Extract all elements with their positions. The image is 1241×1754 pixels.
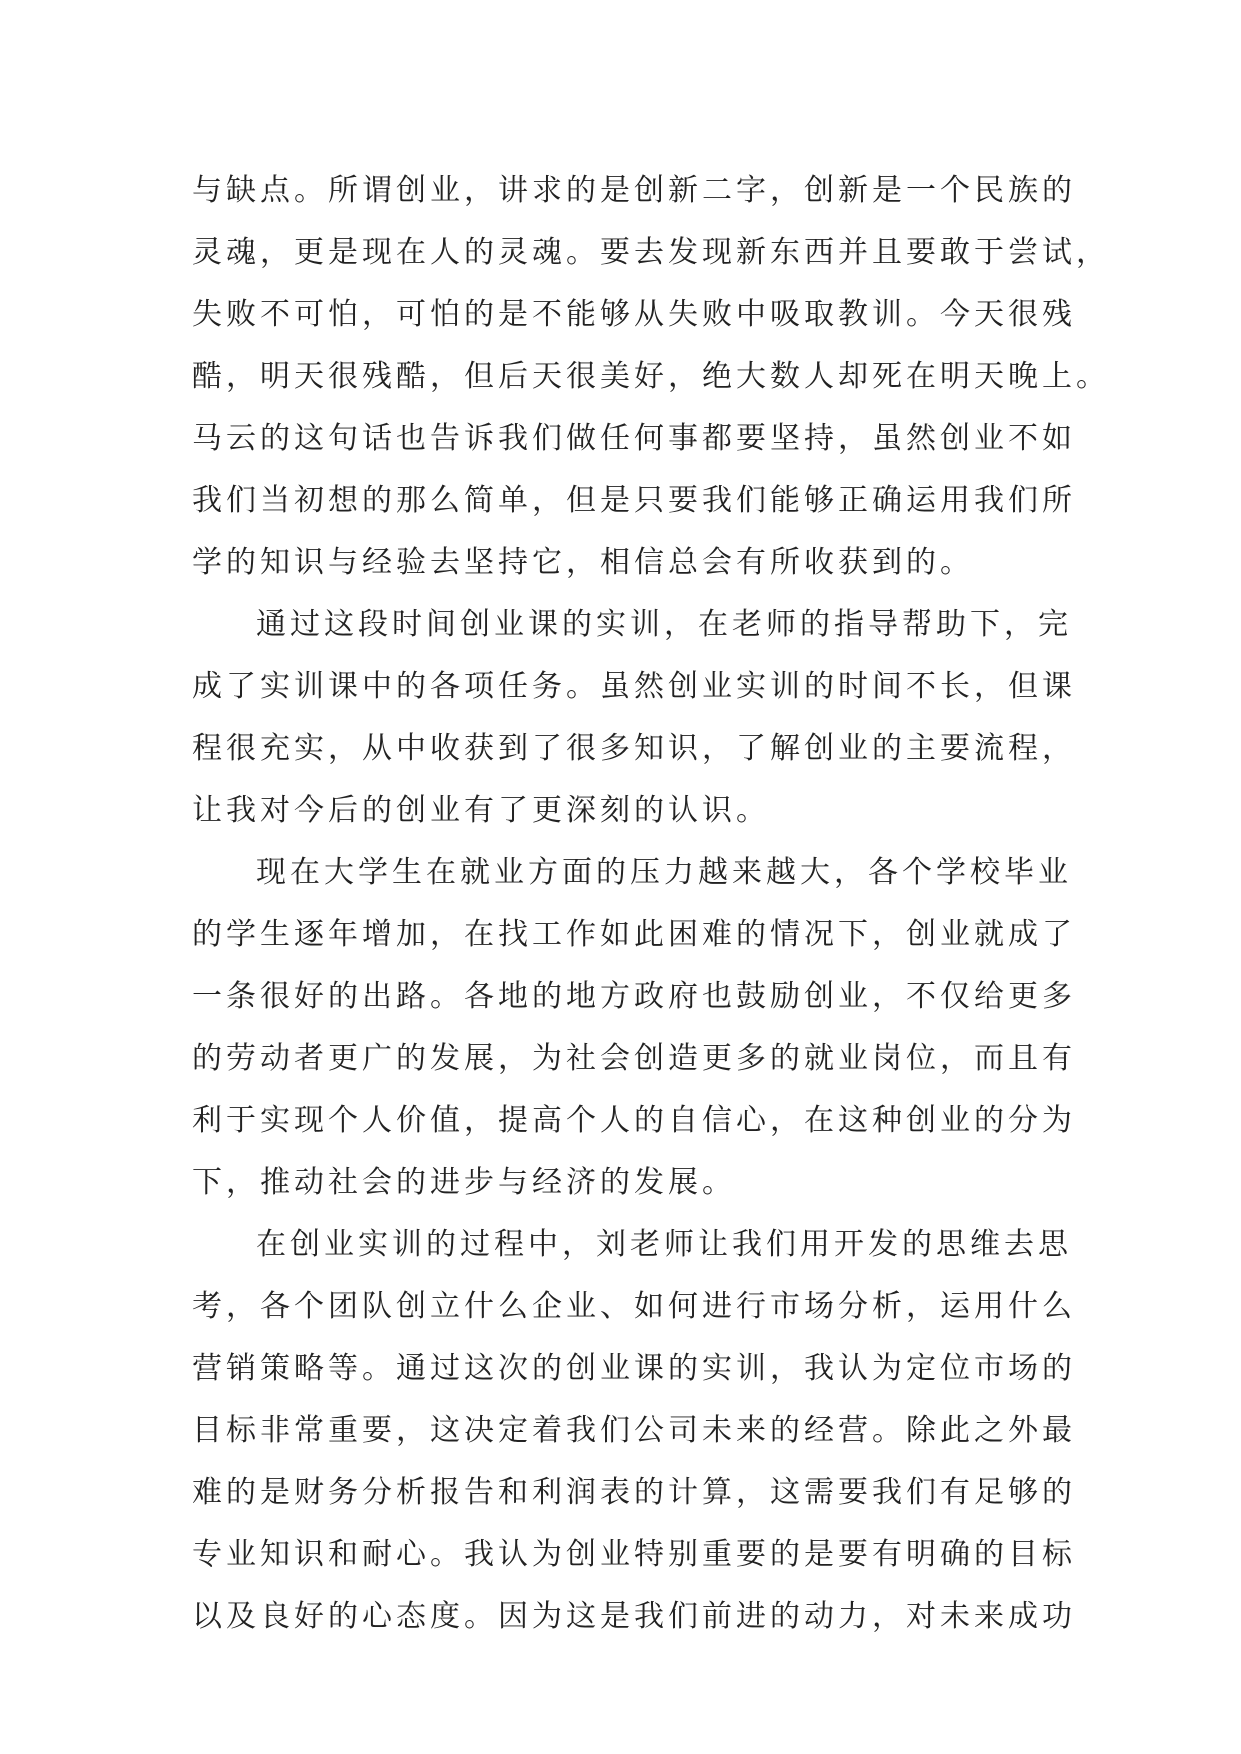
text-line: 的学生逐年增加，在找工作如此困难的情况下，创业就成了 (192, 917, 1076, 952)
text-line: 的劳动者更广的发展，为社会创造更多的就业岗位，而且有 (192, 1041, 1076, 1076)
text-line: 程很充实，从中收获到了很多知识，了解创业的主要流程， (192, 731, 1076, 766)
text-line: 酷，明天很残酷，但后天很美好，绝大数人却死在明天晚上。 (192, 359, 1110, 394)
text-line: 一条很好的出路。各地的地方政府也鼓励创业，不仅给更多 (192, 979, 1076, 1014)
text-line: 让我对今后的创业有了更深刻的认识。 (192, 793, 770, 828)
text-line: 灵魂，更是现在人的灵魂。要去发现新东西并且要敢于尝试， (192, 235, 1110, 270)
text-line: 失败不可怕，可怕的是不能够从失败中吸取教训。今天很残 (192, 297, 1076, 332)
text-line: 难的是财务分析报告和利润表的计算，这需要我们有足够的 (192, 1475, 1076, 1510)
text-line: 马云的这句话也告诉我们做任何事都要坚持，虽然创业不如 (192, 421, 1076, 456)
text-line: 专业知识和耐心。我认为创业特别重要的是要有明确的目标 (192, 1537, 1076, 1572)
paragraph-start-line: 在创业实训的过程中，刘老师让我们用开发的思维去思 (256, 1227, 1072, 1262)
text-line: 目标非常重要，这决定着我们公司未来的经营。除此之外最 (192, 1413, 1076, 1448)
text-line: 利于实现个人价值，提高个人的自信心，在这种创业的分为 (192, 1103, 1076, 1138)
text-line: 成了实训课中的各项任务。虽然创业实训的时间不长，但课 (192, 669, 1076, 704)
text-line: 我们当初想的那么简单，但是只要我们能够正确运用我们所 (192, 483, 1076, 518)
body-text (192, 160, 1110, 1648)
text-line: 考，各个团队创立什么企业、如何进行市场分析，运用什么 (192, 1289, 1076, 1324)
text-line: 学的知识与经验去坚持它，相信总会有所收获到的。 (192, 545, 974, 580)
paragraph-start-line: 现在大学生在就业方面的压力越来越大，各个学校毕业 (256, 855, 1072, 890)
text-line: 营销策略等。通过这次的创业课的实训，我认为定位市场的 (192, 1351, 1076, 1386)
text-line: 以及良好的心态度。因为这是我们前进的动力，对未来成功 (192, 1599, 1076, 1634)
paragraph-start-line: 通过这段时间创业课的实训，在老师的指导帮助下，完 (256, 607, 1072, 642)
text-line: 下，推动社会的进步与经济的发展。 (192, 1165, 736, 1200)
text-line: 与缺点。所谓创业，讲求的是创新二字，创新是一个民族的 (192, 173, 1076, 208)
